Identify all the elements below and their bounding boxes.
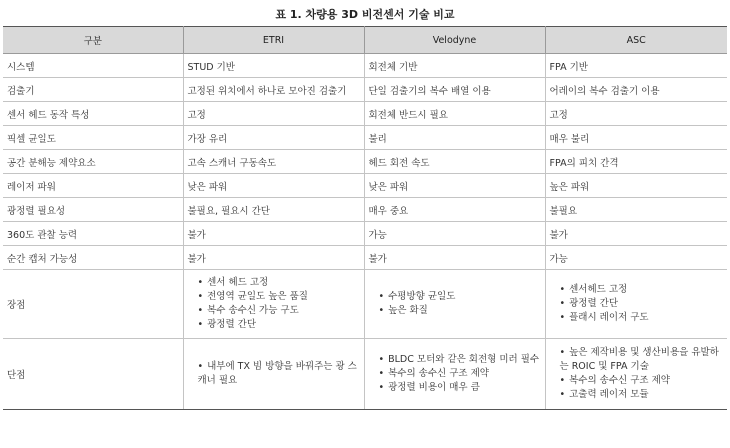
cell-etri: 불가 [183,222,364,246]
list-item: • 복수 송수신 가능 구도 [198,304,364,318]
cell-label: 레이저 파워 [3,174,183,198]
table-row [3,78,727,102]
demerits-asc [545,339,727,410]
cell-velodyne: 회전체 반드시 필요 [364,102,545,126]
table-row [3,126,727,150]
cell-label: 픽셀 균일도 [3,126,183,150]
cell-velodyne: 헤드 회전 속도 [364,150,545,174]
cell-label: 순간 캡처 가능성 [3,246,183,270]
cell-etri: 가장 유리 [183,126,364,150]
cell-velodyne: 회전체 기반 [364,54,545,78]
cell-asc: 고정 [545,102,727,126]
merits-row [3,270,727,339]
list-item: • 플래시 레이저 구도 [560,311,728,325]
demerits-row [3,339,727,410]
cell-label: 시스템 [3,54,183,78]
table-row [3,222,727,246]
table-row [3,54,727,78]
list-item: • 고출력 레이저 모듈 [560,388,728,402]
cell-label: 광정렬 필요성 [3,198,183,222]
header-velodyne: Velodyne [364,27,545,54]
table-row [3,198,727,222]
merits-velodyne [364,270,545,339]
cell-velodyne: 매우 중요 [364,198,545,222]
list-item: • 높은 화질 [379,304,545,318]
list-item: • 내부에 TX 빔 방향을 바꿔주는 광 스캐너 필요 [198,360,364,388]
list-item: • 센서 헤드 고정 [198,276,364,290]
cell-etri: 고속 스캐너 구동속도 [183,150,364,174]
list-item: • BLDC 모터와 같은 회전형 미러 필수 [379,353,545,367]
demerits-etri [183,339,364,410]
comparison-table [3,26,727,410]
cell-asc: 높은 파워 [545,174,727,198]
cell-asc: 매우 불리 [545,126,727,150]
list-item: • 높은 제작비용 및 생산비용을 유발하는 ROIC 및 FPA 기술 [560,346,728,374]
cell-etri: 고정 [183,102,364,126]
table-row [3,174,727,198]
demerits-velodyne [364,339,545,410]
table-caption: 표 1. 차량용 3D 비전센서 기술 비교 [275,8,455,21]
list-item: • 센서헤드 고정 [560,283,728,297]
cell-velodyne: 단일 검출기의 복수 배열 이용 [364,78,545,102]
list-item: • 광정렬 간단 [560,297,728,311]
table-row [3,150,727,174]
cell-label: 360도 관찰 능력 [3,222,183,246]
merits-asc [545,270,727,339]
list-item: • 광정렬 간단 [198,318,364,332]
cell-velodyne: 낮은 파워 [364,174,545,198]
list-item: • 복수의 송수신 구조 제약 [379,367,545,381]
cell-label: 센서 헤드 동작 특성 [3,102,183,126]
cell-etri: 불가 [183,246,364,270]
cell-label: 공간 분해능 제약요소 [3,150,183,174]
cell-asc: 불가 [545,222,727,246]
merits-etri [183,270,364,339]
header-category: 구분 [3,27,183,54]
cell-asc: 가능 [545,246,727,270]
list-item: • 전영역 균일도 높은 품질 [198,290,364,304]
list-item: • 광정렬 비용이 매우 큼 [379,381,545,395]
cell-velodyne: 가능 [364,222,545,246]
cell-velodyne: 불리 [364,126,545,150]
header-etri: ETRI [183,27,364,54]
header-asc: ASC [545,27,727,54]
cell-asc: 어레이의 복수 검출기 이용 [545,78,727,102]
cell-etri: 낮은 파워 [183,174,364,198]
cell-asc: FPA 기반 [545,54,727,78]
cell-etri: 고정된 위치에서 하나로 모아진 검출기 [183,78,364,102]
cell-etri: STUD 기반 [183,54,364,78]
cell-asc: FPA의 피치 간격 [545,150,727,174]
demerits-label: 단점 [3,339,183,410]
table-row [3,246,727,270]
cell-asc: 불필요 [545,198,727,222]
header-row [3,27,727,54]
merits-label: 장점 [3,270,183,339]
cell-etri: 불필요, 필요시 간단 [183,198,364,222]
cell-label: 검출기 [3,78,183,102]
list-item: • 복수의 송수신 구조 제약 [560,374,728,388]
table-row [3,102,727,126]
cell-velodyne: 불가 [364,246,545,270]
list-item: • 수평방향 균일도 [379,290,545,304]
